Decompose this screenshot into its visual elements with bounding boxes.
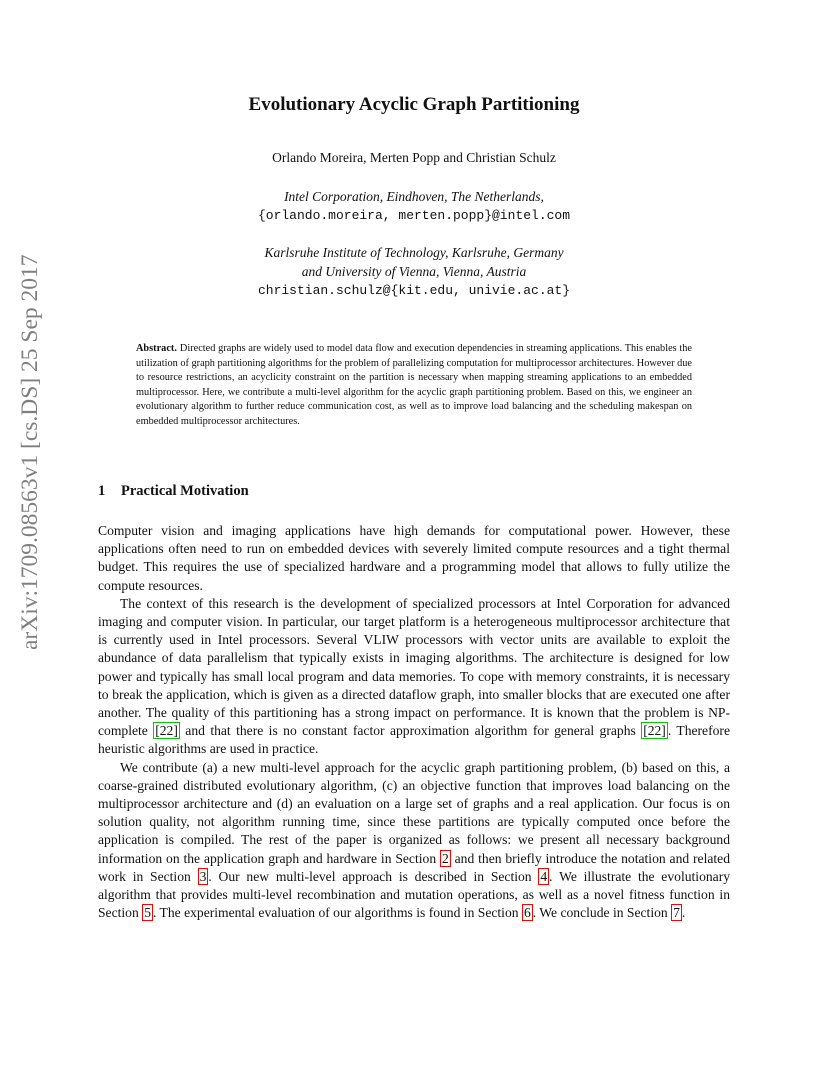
paragraph [98,595,730,759]
paragraph-text: . [681,905,686,921]
paragraph-text: We contribute (a) a new multi-level approach for the acyclic graph partitioning problem, (b) based on this, a coarse-grained distributed evolutionary algorithm, (c) an objective function that improves load balancing on the multiprocessor architecture and (d) an evaluation on a large set of graphs and a real application. Our focus is on solution quality, not algorithm running time, since these partitions are typically computed once before the application is compiled. The rest of the paper is organized as follows: we present all necessary background information on the application graph and hardware in Section [98,759,730,866]
section-ref-link[interactable]: 5 [144,905,151,921]
section-ref-link[interactable]: 4 [540,868,548,884]
section-number: 1 [98,483,106,499]
abstract-text: Directed graphs are widely used to model data flow and execution dependencies in streaming applications. This enables the utilization of graph partitioning algorithms for the problem of parallelizing computation for multiprocessor architectures. However due to resource restrictions, an acyclicity constraint on the partition is necessary when mapping streaming applications to an embedded multiprocessor. Here, we contribute a multi-level algorithm for the acyclic graph partitioning problem. Based on this, we engineer an evolutionary algorithm to further reduce communication cost, as well as to improve load balancing and the scheduling makespan on embedded multiprocessor architectures. [136,343,692,427]
affiliation-email: christian.schulz@{kit.edu, univie.ac.at} [257,283,571,298]
paragraph [98,759,730,923]
paragraph-text: and that there is no constant factor approximation algorithm for general graphs [179,723,642,739]
section-ref-link[interactable]: 3 [199,868,207,884]
paragraph-text: . We illustrate the evolutionary algorithm that provides multi-level recombination and mutation operations, as well as a novel fitness function in Section [98,868,731,921]
arxiv-identifier: arXiv:1709.08563v1 [cs.DS] 25 Sep 2017 [17,254,43,650]
section-heading [98,483,249,500]
paragraph-text: The context of this research is the development of specialized processors at Intel Corporation for advanced imaging and computer vision. In particular, our target platform is a heterogeneous multiprocessor architecture that is currently used in Intel processors. Several VLIW processors with vector units are available to exploit the abundance of data parallelism that typically exists in imaging algorithms. The architecture is designed for low power and typically has small local program and data memories. To cope with memory constraints, it is necessary to break the application, which is given as a directed dataflow graph, into smaller blocks that are executed one after another. The quality of this partitioning has a strong impact on performance. It is known that the problem is NP-complete [98,595,730,739]
affiliation-kit-vienna [0,243,828,300]
abstract-label: Abstract. [136,343,177,354]
author-list: Orlando Moreira, Merten Popp and Christian Schulz [272,150,556,165]
citation-link[interactable]: [22] [643,723,666,739]
abstract [136,342,692,430]
paper-title: Evolutionary Acyclic Graph Partitioning [248,94,580,115]
paragraph-text: and then briefly introduce the notation and related work in Section [98,850,730,884]
affiliation-email: {orlando.moreira, merten.popp}@intel.com [257,208,571,223]
paragraph-text: Computer vision and imaging applications have high demands for computational power. However, these applications often need to run on embedded devices with severely limited compute resources and a tight thermal budget. This requires the use of specialized hardware and a programming model that allows to fully utilize the compute resources. [98,523,730,593]
paragraph-text: . Therefore heuristic algorithms are used in practice. [98,723,730,757]
affiliation-line: and University of Vienna, Vienna, Austria [301,264,527,279]
paragraph [98,522,730,595]
paragraph-text: . The experimental evaluation of our algorithms is found in Section [152,905,522,921]
paragraph-text: . Our new multi-level approach is described in Section [208,868,539,884]
affiliation-intel [0,187,828,225]
citation-link[interactable]: [22] [155,723,178,739]
section-ref-link[interactable]: 2 [441,850,449,866]
section-body [98,522,730,922]
section-title: Practical Motivation [121,483,249,499]
paragraph-text: . We conclude in Section [532,905,672,921]
affiliation-line: Intel Corporation, Eindhoven, The Netherlands, [284,189,544,204]
section-ref-link[interactable]: 6 [523,905,531,921]
section-ref-link[interactable]: 7 [673,905,680,921]
affiliation-line: Karlsruhe Institute of Technology, Karlsruhe, Germany [264,245,564,260]
